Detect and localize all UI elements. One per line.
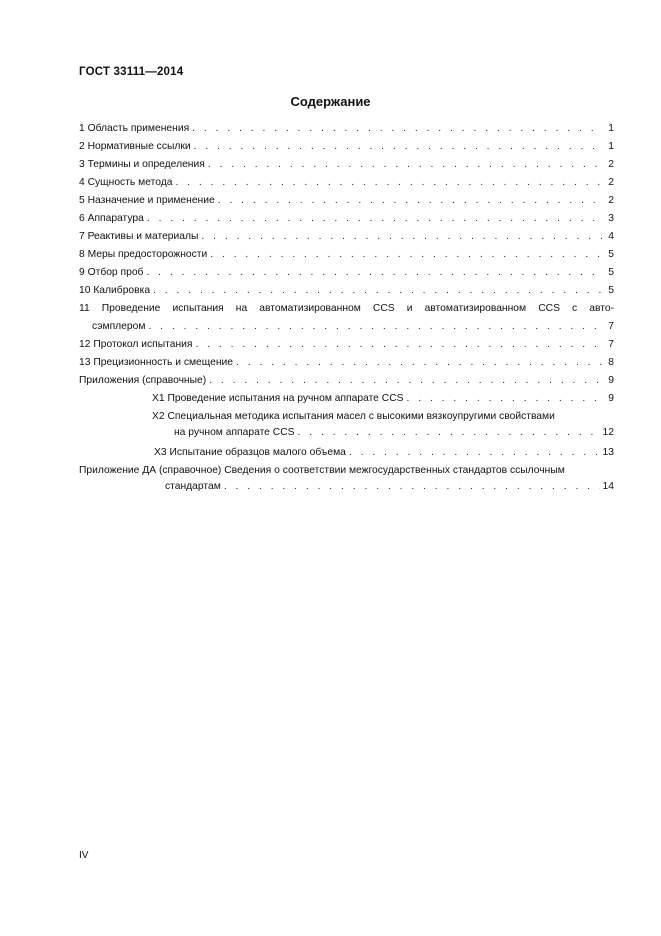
toc-entry-text-cont: на ручном аппарате CCS <box>152 426 298 440</box>
toc-entry-text: 7 Реактивы и материалы <box>79 230 201 244</box>
toc-page-number: 5 <box>603 266 614 280</box>
toc-entry-x1[interactable] <box>152 392 614 410</box>
toc-page-number: 2 <box>603 176 614 190</box>
leader-dots <box>147 212 603 226</box>
leader-dots <box>298 426 600 440</box>
toc-page-number: 1 <box>603 140 614 154</box>
toc-entry-text: 2 Нормативные ссылки <box>79 140 194 154</box>
toc-entry-text: 13 Прецизионность и смещение <box>79 356 236 370</box>
toc-page-number: 5 <box>603 284 614 298</box>
toc-entry-text: 11 Проведение испытания на автоматизированном CCS и автоматизированном CCS с авто- <box>79 303 614 314</box>
toc-page-number: 13 <box>600 446 614 460</box>
toc-entry-text: 5 Назначение и применение <box>79 194 218 208</box>
toc-page-number: 5 <box>603 248 614 262</box>
toc-page-number: 9 <box>603 374 614 388</box>
toc-entry-4[interactable] <box>79 176 614 194</box>
toc-page-number: 2 <box>603 158 614 172</box>
toc-page-number: 3 <box>603 212 614 226</box>
toc-entry-10[interactable] <box>79 284 614 302</box>
leader-dots <box>175 176 603 190</box>
page-title: Содержание <box>290 94 371 109</box>
leader-dots <box>208 158 603 172</box>
toc-entry-13[interactable] <box>79 356 614 374</box>
toc-entry-text: 6 Аппаратура <box>79 212 147 226</box>
toc-entry-text: 10 Калибровка <box>79 284 153 298</box>
toc-entry-text: 4 Сущность метода <box>79 176 175 190</box>
page-footer-number: IV <box>79 850 89 861</box>
toc-entry-x2[interactable] <box>152 410 614 446</box>
leader-dots <box>148 320 603 334</box>
leader-dots <box>210 248 603 262</box>
toc-page-number: 9 <box>603 392 614 406</box>
toc-page-number: 7 <box>603 338 614 352</box>
toc-entry-5[interactable] <box>79 194 614 212</box>
leader-dots <box>194 140 603 154</box>
toc-entry-text: X3 Испытание образцов малого объема <box>154 446 349 460</box>
toc-page-number: 2 <box>603 194 614 208</box>
toc-page-number: 1 <box>603 122 614 136</box>
leader-dots <box>236 356 603 370</box>
leader-dots <box>153 284 603 298</box>
table-of-contents <box>79 122 614 500</box>
toc-page-number: 14 <box>600 480 614 494</box>
leader-dots <box>146 266 603 280</box>
toc-entry-text: 1 Область применения <box>79 122 192 136</box>
leader-dots <box>407 392 603 406</box>
toc-entry-text: X1 Проведение испытания на ручном аппарате CCS <box>152 392 407 406</box>
leader-dots <box>224 480 600 494</box>
toc-entry-appendix-da[interactable] <box>79 464 614 500</box>
toc-entry-9[interactable] <box>79 266 614 284</box>
leader-dots <box>195 338 603 352</box>
toc-entry-appendices[interactable] <box>79 374 614 392</box>
toc-entry-8[interactable] <box>79 248 614 266</box>
toc-entry-3[interactable] <box>79 158 614 176</box>
toc-entry-12[interactable] <box>79 338 614 356</box>
toc-entry-2[interactable] <box>79 140 614 158</box>
toc-page-number: 4 <box>603 230 614 244</box>
toc-page-number: 12 <box>600 426 614 440</box>
toc-entry-text: 9 Отбор проб <box>79 266 146 280</box>
toc-entry-text-cont: сэмплером <box>79 320 148 334</box>
toc-entry-text: 3 Термины и определения <box>79 158 208 172</box>
toc-entry-text-cont: стандартам <box>79 480 224 494</box>
leader-dots <box>201 230 603 244</box>
toc-entry-x3[interactable] <box>154 446 614 464</box>
document-header: ГОСТ 33111—2014 <box>79 66 184 78</box>
toc-entry-7[interactable] <box>79 230 614 248</box>
toc-entry-text: 8 Меры предосторожности <box>79 248 210 262</box>
toc-entry-1[interactable] <box>79 122 614 140</box>
toc-entry-text: Приложение ДА (справочное) Сведения о соответствии межгосударственных стандартов ссылочным <box>79 464 568 478</box>
toc-page-number: 8 <box>603 356 614 370</box>
toc-entry-text: X2 Специальная методика испытания масел с высокими вязкоупругими свойствами <box>152 410 558 424</box>
toc-entry-6[interactable] <box>79 212 614 230</box>
leader-dots <box>209 374 603 388</box>
toc-entry-11[interactable] <box>79 302 614 338</box>
leader-dots <box>218 194 603 208</box>
toc-entry-text: 12 Протокол испытания <box>79 338 195 352</box>
leader-dots <box>192 122 603 136</box>
toc-entry-text: Приложения (справочные) <box>79 374 209 388</box>
leader-dots <box>349 446 600 460</box>
toc-page-number: 7 <box>603 320 614 334</box>
